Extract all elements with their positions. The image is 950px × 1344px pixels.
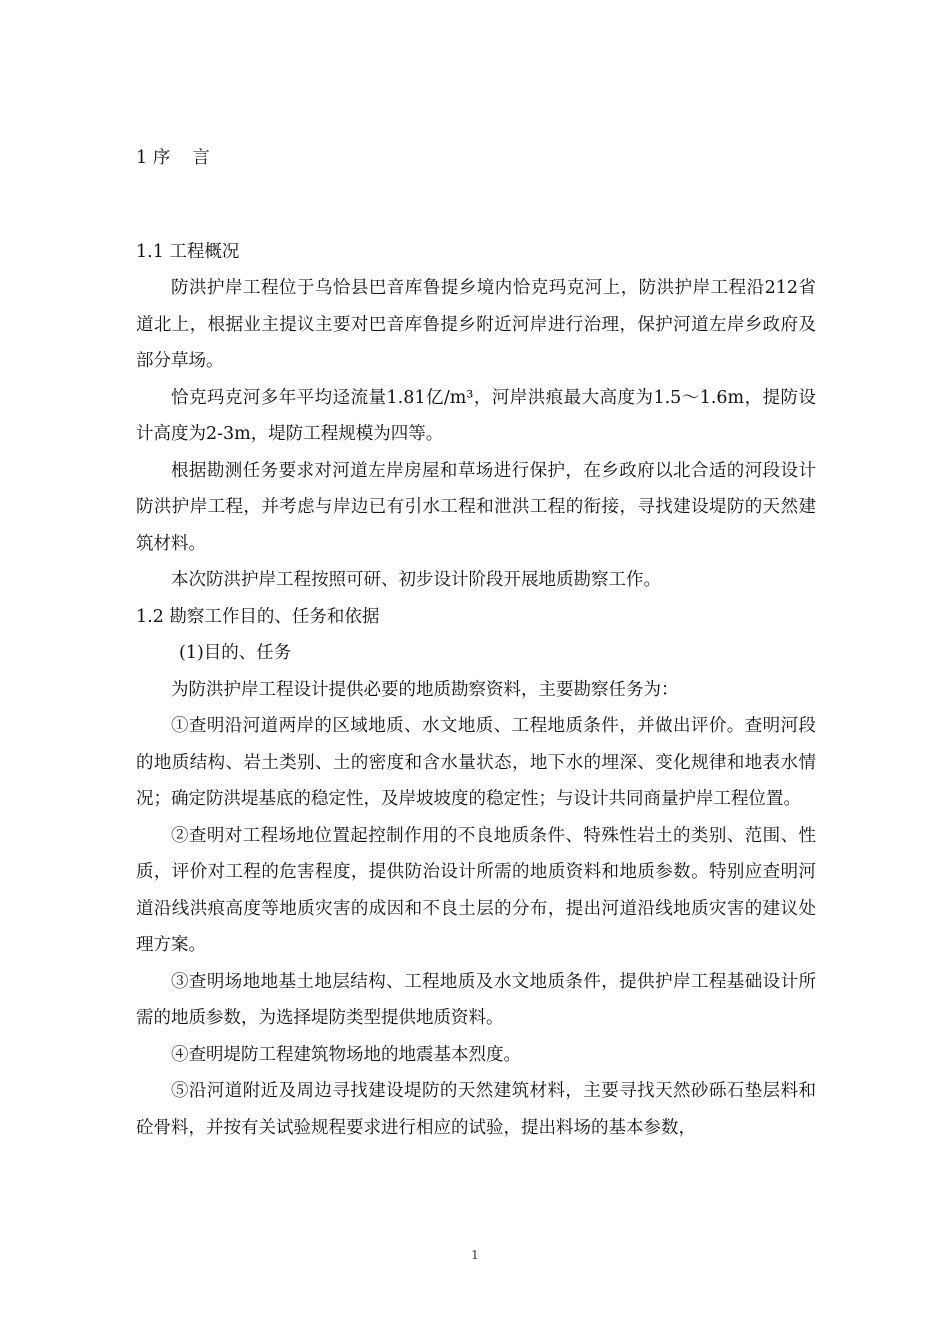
paragraph-task-1: ①查明沿河道两岸的区域地质、水文地质、工程地质条件，并做出评价。查明河段的地质结构、岩土类别、土的密度和含水量状态，地下水的埋深、变化规律和地表水情况；确定防洪堤基底的稳定性，及岸坡坡度的稳定性；与设计共同商量护岸工程位置。 [136, 716, 816, 809]
subsection-heading-goals: (1)目的、任务 [179, 643, 292, 663]
paragraph-task-2: ②查明对工程场地位置起控制作用的不良地质条件、特殊性岩土的类别、范围、性质，评价对工程的危害程度，提供防治设计所需的地质资料和地质参数。特别应查明河道沿线洪痕高度等地质灾害的成因和不良土层的分布，提出河道沿线地质灾害的建议处理方案。 [136, 825, 816, 955]
paragraph-task-3: ③查明场地地基土地层结构、工程地质及水文地质条件，提供护岸工程基础设计所需的地质参数，为选择堤防类型提供地质资料。 [136, 971, 816, 1028]
paragraph-survey-requirements: 根据勘测任务要求对河道左岸房屋和草场进行保护，在乡政府以北合适的河段设计防洪护岸工程，并考虑与岸边已有引水工程和泄洪工程的衔接，寻找建设堤防的天然建筑材料。 [136, 460, 816, 554]
paragraph-river-flow: 恰克玛克河多年平均迳流量1.81亿/m³，河岸洪痕最大高度为1.5～1.6m，提防设计高度为2-3m，堤防工程规模为四等。 [136, 387, 816, 444]
chapter-title-char-2: 言 [192, 148, 210, 168]
paragraph-project-location: 防洪护岸工程位于乌恰县巴音库鲁提乡境内恰克玛克河上，防洪护岸工程沿212省道北上，根据业主提议主要对巴音库鲁提乡附近河岸进行治理，保护河道左岸乡政府及部分草场。 [136, 278, 816, 371]
section-heading-1-1: 1.1 工程概况 [136, 241, 240, 262]
paragraph-task-4: ④查明堤防工程建筑物场地的地震基本烈度。 [171, 1044, 521, 1065]
paragraph-survey-stage: 本次防洪护岸工程按照可研、初步设计阶段开展地质勘察工作。 [171, 570, 661, 590]
chapter-title-char-1: 序 [152, 148, 171, 168]
paragraph-task-5: ⑤沿河道附近及周边寻找建设堤防的天然建筑材料，主要寻找天然砂砾石垫层料和砼骨料，并按有关试验规程要求进行相应的试验，提出料场的基本参数， [136, 1081, 816, 1138]
document-body [136, 140, 816, 1146]
page-number: 1 [471, 1248, 479, 1262]
chapter-number: 1 [136, 148, 148, 168]
chapter-title [136, 140, 816, 177]
paragraph-tasks-intro: 为防洪护岸工程设计提供必要的地质勘察资料，主要勘察任务为： [171, 679, 679, 700]
section-heading-1-2: 1.2 勘察工作目的、任务和依据 [136, 606, 380, 627]
